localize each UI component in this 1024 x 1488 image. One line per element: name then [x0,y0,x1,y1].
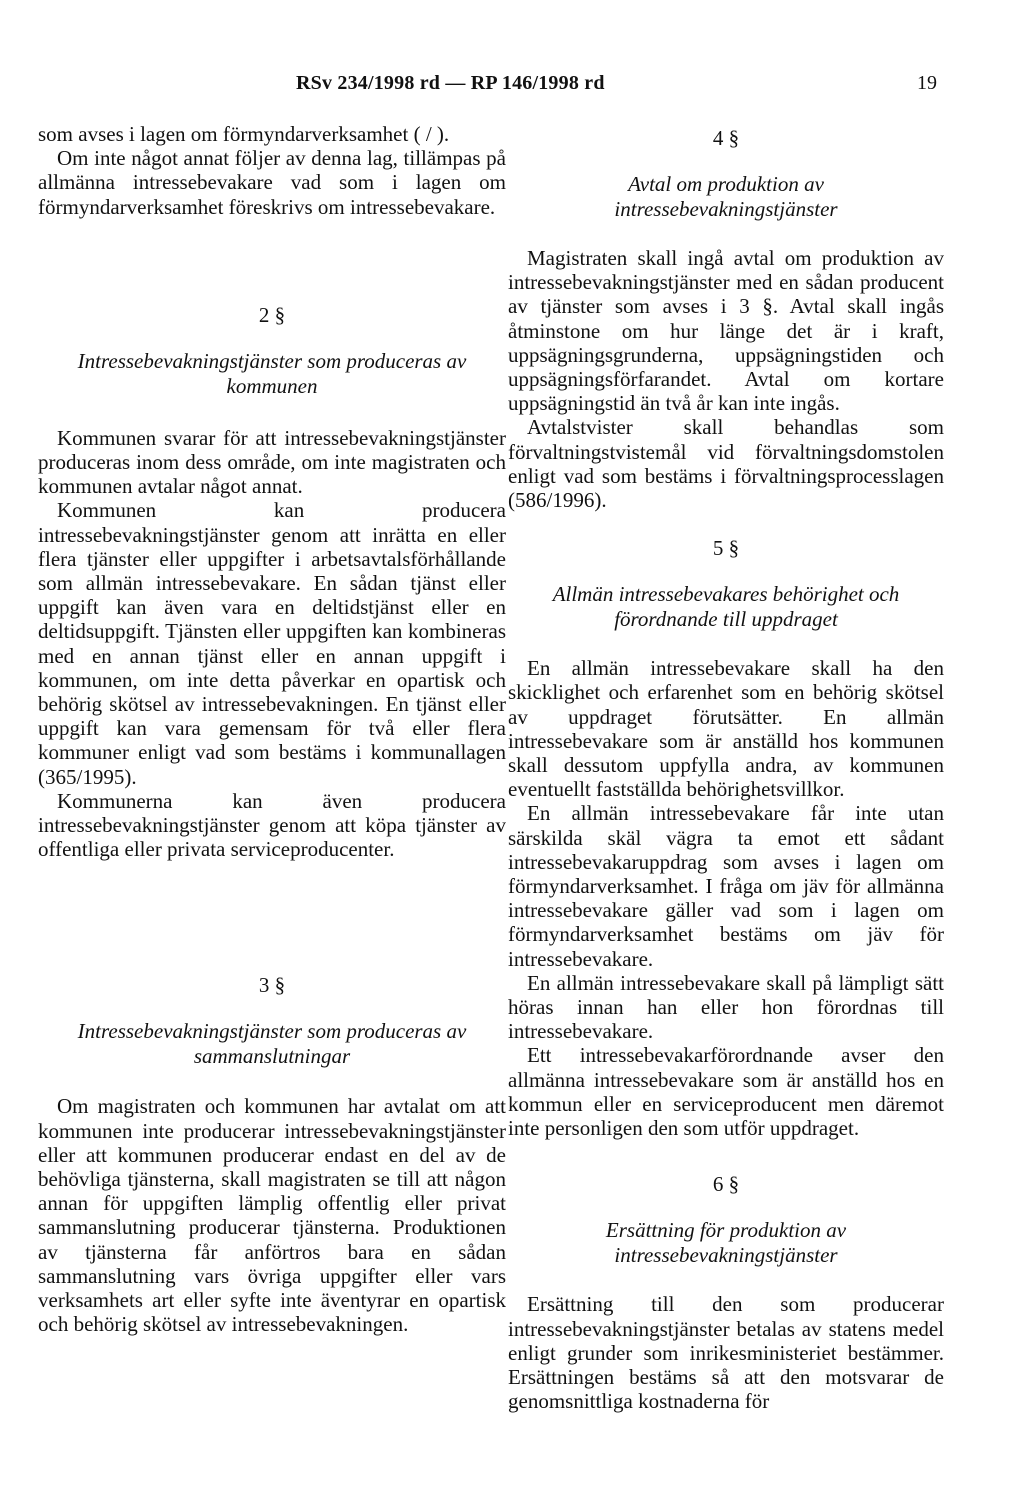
left-column [38,122,506,1337]
running-head: RSv 234/1998 rd — RP 146/1998 rd [296,72,605,94]
section-2-paragraph-1: Kommunen svarar för att intressebevakningstjänster produceras inom dess område, om inte magistraten och kommunen avtalar något annat. [38,425,506,499]
intro-paragraph-1: som avses i lagen om förmyndarverksamhet ( / ). [38,122,450,146]
section-3-title: Intressebevakningstjänster som produceras av sammanslutningar [77,1019,467,1069]
section-4-title: Avtal om produktion av intressebevakningstjänster [614,172,838,221]
section-4-paragraph-1: Magistraten skall ingå avtal om produktion av intressebevakningstjänster med en sådan producent av tjänster som avses i 3 §. Avtal skall ingås åtminstone om hur länge det är i kraft, uppsägningsgrunderna, uppsägningstiden och uppsägningsförfarandet. Avtal om kortare uppsägningstid än två år kan inte ingås. [508,246,944,416]
section-6-paragraph-1: Ersättning till den som producerar intressebevakningstjänster betalas av statens medel enligt grunder som inrikesministeriet bestämmer. Ersättningen bestäms så att den motsvarar de genomsnittliga kostnaderna för [508,1292,944,1414]
section-6-number: 6 § [712,1172,740,1197]
page-header [0,72,1024,102]
section-2-paragraph-3: Kommunerna kan även producera intressebevakningstjänster genom att köpa tjänster av offentliga eller privata serviceproducenter. [38,788,506,862]
section-5-paragraph-4: Ett intressebevakarförordnande avser den allmänna intressebevakare som är anställd hos en kommun eller en serviceproducent men däremot inte personligen den som utför uppdraget. [508,1043,944,1141]
section-3-number: 3 § [258,973,286,998]
page-number: 19 [917,72,937,94]
section-2-title: Intressebevakningstjänster som produceras av kommunen [77,348,467,398]
section-2-number: 2 § [258,302,286,327]
section-5-paragraph-1: En allmän intressebevakare skall ha den skicklighet och erfarenhet som en behörig skötsel av uppdraget förutsätter. En allmän intressebevakare som är anställd hos kommunen skall dessutom uppfylla andra, av kommunen eventuellt fastställda behörighetsvillkor. [508,656,944,802]
section-4-paragraph-2: Avtalstvister skall behandlas som förvaltningstvistemål vid förvaltningsdomstolen enligt vad som bestäms i förvaltningsprocesslagen (586/1996). [508,415,944,513]
section-5-number: 5 § [712,536,740,561]
section-5-title: Allmän intressebevakares behörighet och förordnande till uppdraget [552,582,900,632]
section-5-paragraph-3: En allmän intressebevakare skall på lämpligt sätt höras innan han eller hon förordnas till intressebevakare. [508,970,944,1044]
right-column [508,126,944,1413]
section-5-paragraph-2: En allmän intressebevakare får inte utan särskilda skäl vägra ta emot ett sådant intressebevakaruppdrag som avses i lagen om förmyndarverksamhet. I fråga om jäv för allmänna intressebevakare gäller vad som i lagen om förmyndarverksamhet bestäms om jäv för intressebevakare. [508,801,944,971]
section-6-title: Ersättning för produktion av intressebevakningstjänster [605,1218,847,1268]
section-4-number: 4 § [712,126,740,150]
section-2-paragraph-2: Kommunen kan producera intressebevakningstjänster genom att inrätta en eller flera tjänster eller uppgifter i arbetsavtalsförhållande som allmän intressebevakare. En sådan tjänst eller uppgift kan även vara en deltidstjänst eller en deltidsuppgift. Tjänsten eller uppgiften kan kombineras med en annan tjänst eller en annan uppgift i kommunen, om inte detta påverkar en opartisk och behörig skötsel av intressebevakningen. En tjänst eller uppgift kan vara gemensam för två eller flera kommuner enligt vad som bestäms i kommunallagen (365/1995). [38,498,506,789]
section-3-paragraph-1: Om magistraten och kommunen har avtalat om att kommunen inte producerar intressebevakningstjänster eller att kommunen producerar endast en del av de behövliga tjänsterna, skall magistraten se till att någon annan för uppgiften lämplig offentlig eller privat sammanslutning producerar tjänsterna. Produktionen av tjänsterna får anförtros bara en sådan sammanslutning vars övriga uppgifter eller vars verksamhets art eller syfte inte äventyrar en opartisk och behörig skötsel av intressebevakningen. [38,1094,506,1337]
intro-paragraph-2: Om inte något annat följer av denna lag, tillämpas på allmänna intressebevakare vad som i lagen om förmyndarverksamhet föreskrivs om intressebevakare. [38,146,506,219]
